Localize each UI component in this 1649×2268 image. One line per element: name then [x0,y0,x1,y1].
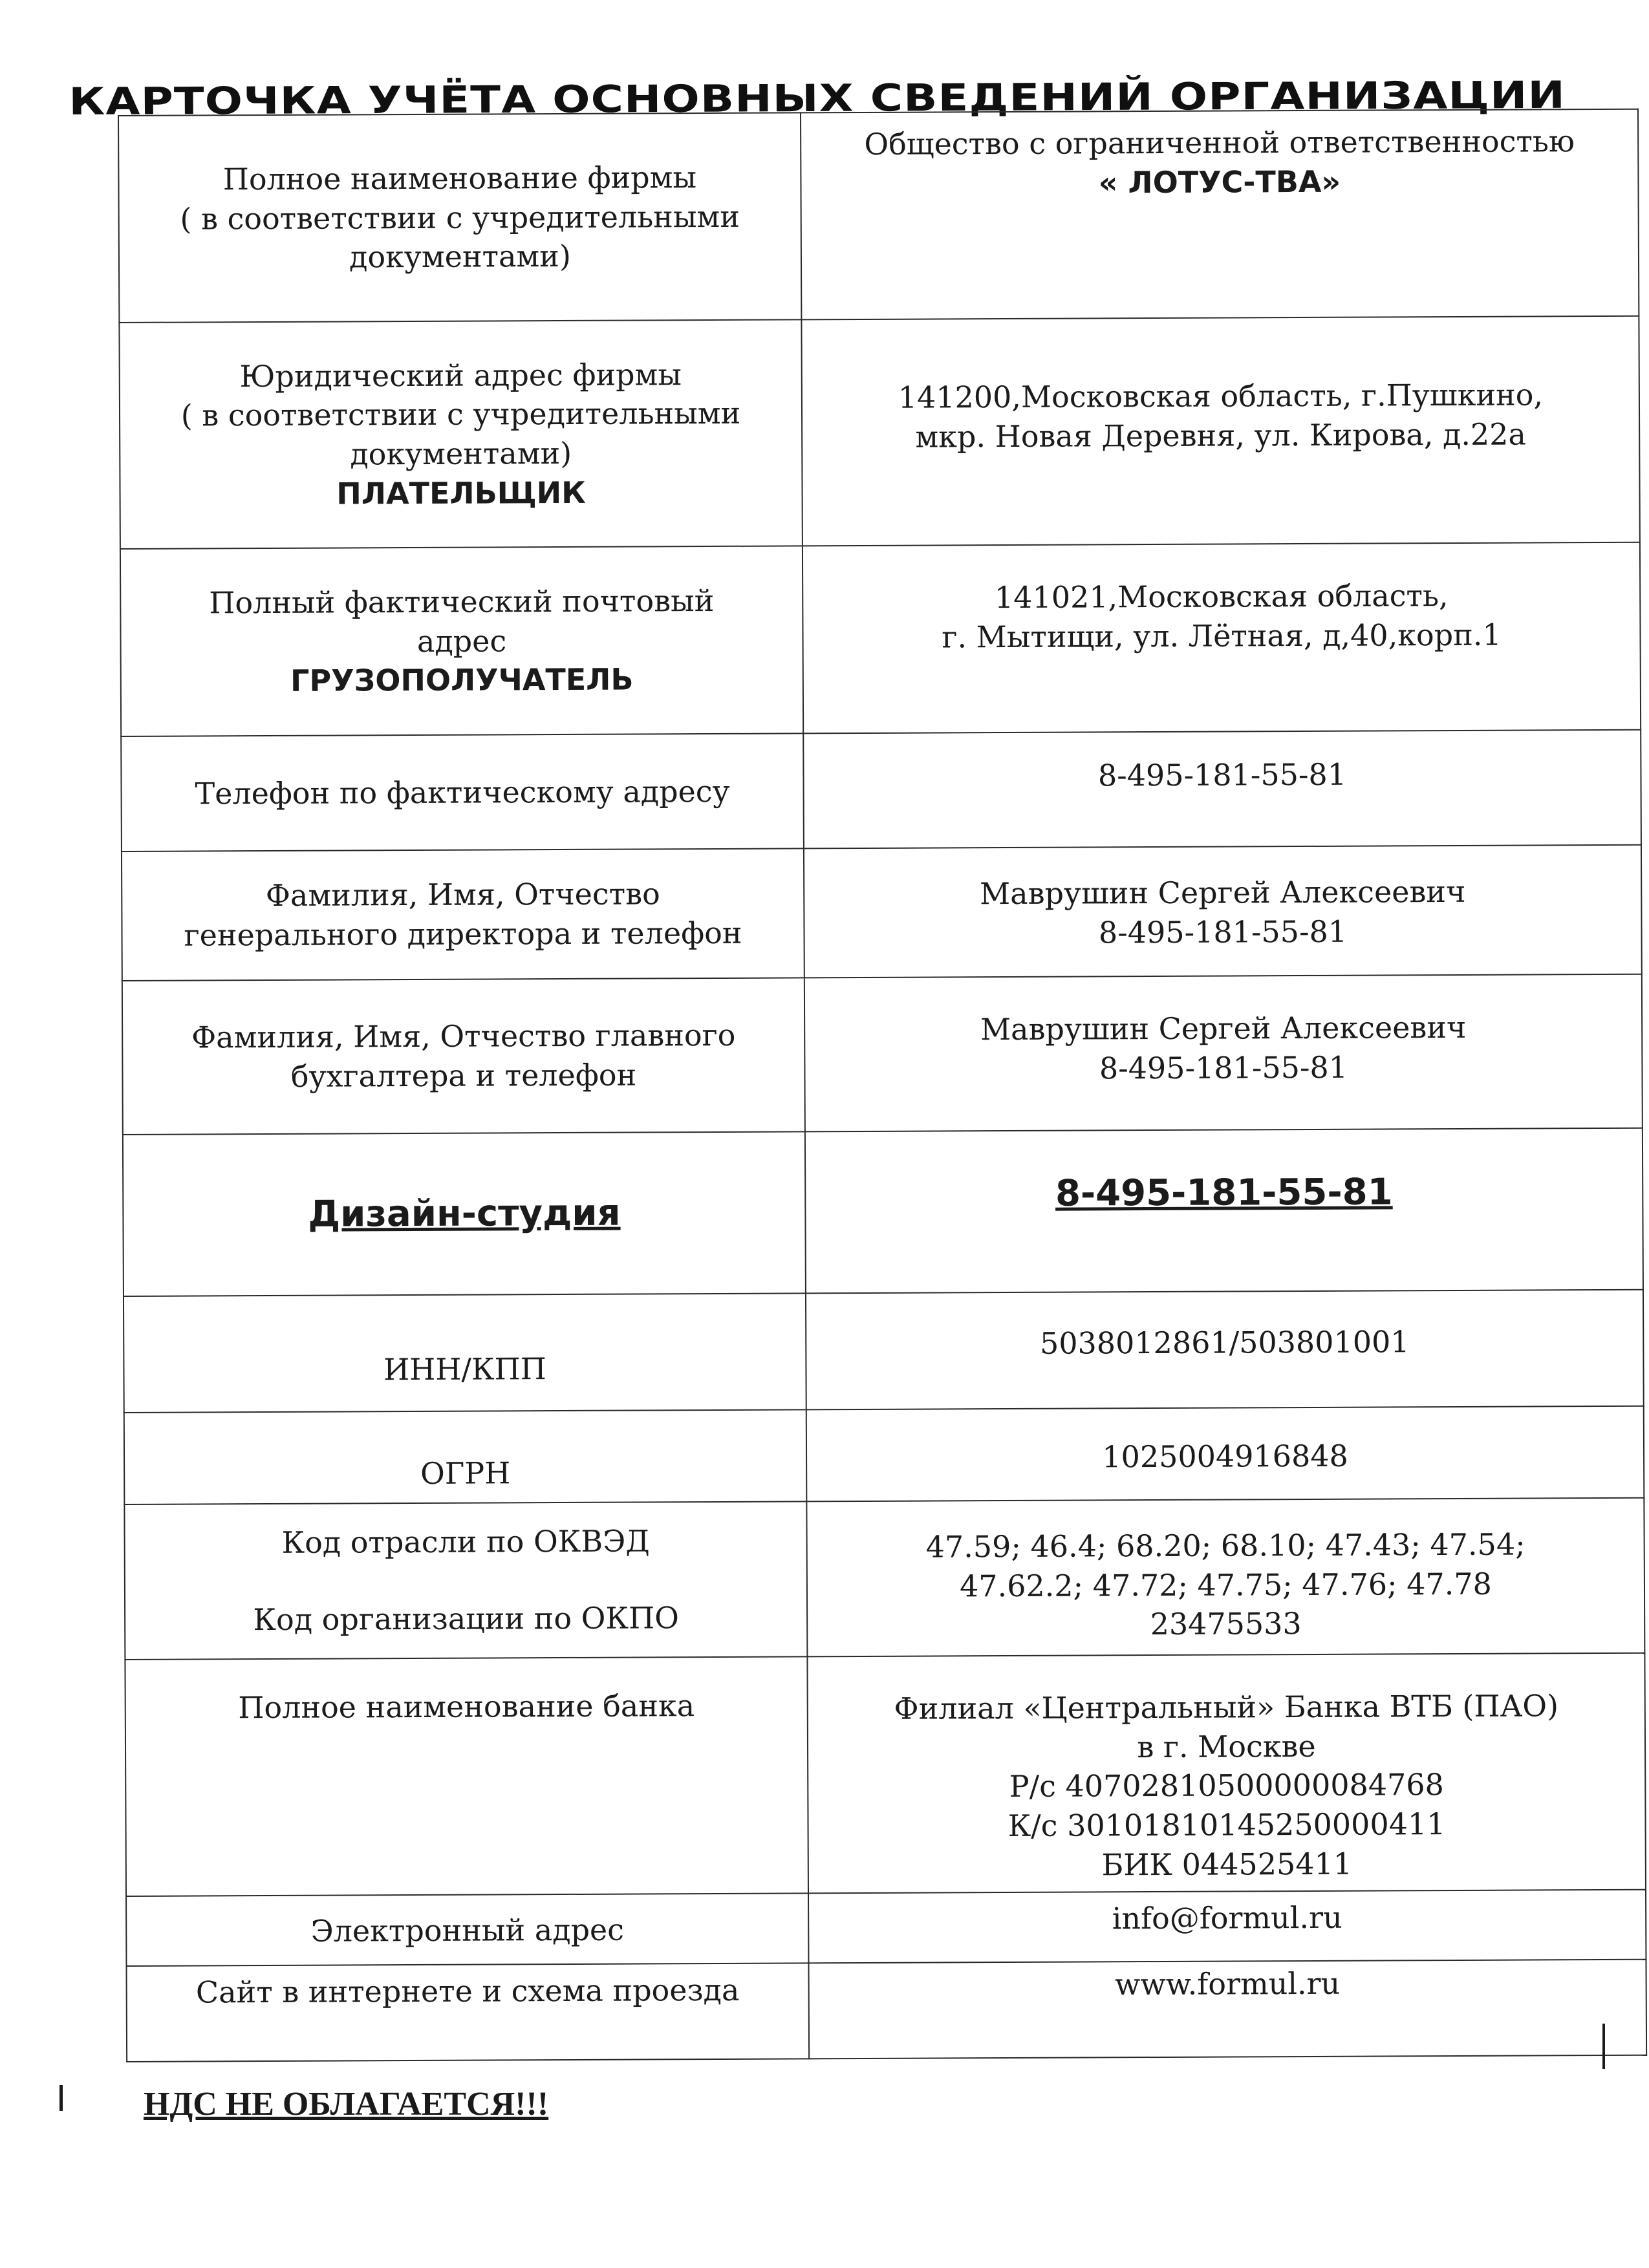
label-line: адрес [416,623,507,659]
table-row [122,845,1642,981]
design-studio-label [123,1131,806,1296]
value-line: 8-495-181-55-81 [1098,914,1348,950]
phone-value: 8-495-181-55-81 [803,730,1641,849]
label-line: Фамилия, Имя, Отчество главного [191,1018,736,1055]
label-line: документами) [349,239,571,275]
table-row [124,1290,1644,1413]
label-line: ( в соответствии с учредительными [180,396,741,433]
design-studio-phone: 8-495-181-55-81 [1055,1171,1393,1215]
full-name-value [801,109,1639,320]
director-label [122,848,804,981]
value-line: 141200,Московская область, г.Пушкино, [898,377,1544,415]
bank-bik: БИК 044525411 [1101,1846,1353,1883]
label-line: Полный фактический почтовый [209,583,715,621]
email-value: info@formul.ru [808,1889,1646,1963]
table-row [123,1128,1643,1296]
bank-line: в г. Москве [1137,1728,1316,1764]
table-row [119,316,1640,549]
ogrn-label: ОГРН [124,1409,807,1504]
inn-kpp-value: 5038012861/503801001 [806,1290,1644,1410]
bank-corr-account: К/с 30101810145250000411 [1008,1806,1446,1844]
label-line: Фамилия, Имя, Отчество [265,876,660,914]
inn-kpp-label: ИНН/КПП [124,1293,806,1413]
table-row [121,730,1641,851]
label-line: Юридический адрес фирмы [239,356,682,394]
codes-value [806,1498,1644,1657]
value-line: Маврушин Сергей Алексеевич [980,1009,1467,1047]
label-line: бухгалтера и телефон [290,1057,637,1094]
website-label: Сайт в интернете и схема проезда [126,1963,809,2062]
value-line: г. Мытищи, ул. Лётная, д,40,корп.1 [942,617,1502,655]
vat-note: НДС НЕ ОБЛАГАЕТСЯ!!! [144,2086,549,2123]
table-row [126,1959,1646,2061]
bank-account: Р/с 40702810500000084768 [1009,1767,1444,1804]
email-label: Электронный адрес [126,1893,808,1966]
table-row [118,109,1639,323]
document-title: КАРТОЧКА УЧЁТА ОСНОВНЫХ СВЕДЕНИЙ ОРГАНИЗАЦИИ [69,72,1566,124]
payer-label: ПЛАТЕЛЬЩИК [336,475,586,511]
company-name: « ЛОТУС-ТВА» [1098,164,1341,200]
label-line: генерального директора и телефон [184,915,742,953]
design-studio-title: Дизайн-студия [308,1192,621,1236]
table-row [124,1498,1644,1660]
okved-label: Код отрасли по ОКВЭД [281,1523,650,1561]
table-row [122,974,1643,1135]
ogrn-value: 1025004916848 [806,1406,1644,1502]
bank-line: Филиал «Центральный» Банка ВТБ (ПАО) [894,1688,1559,1726]
bank-label: Полное наименование банка [125,1656,808,1896]
table-row [125,1653,1646,1896]
table-row [126,1889,1646,1965]
director-value [804,845,1642,978]
label-line: ( в соответствии с учредительными [180,198,740,237]
okpo-label: Код организации по ОКПО [253,1600,679,1638]
postal-address-label [120,546,803,736]
consignee-label: ГРУЗОПОЛУЧАТЕЛЬ [290,661,634,699]
full-name-label [118,112,801,323]
label-line: документами) [350,435,572,472]
accountant-value [804,974,1643,1132]
okved-codes-line: 47.62.2; 47.72; 47.75; 47.76; 47.78 [959,1566,1492,1604]
postal-address-value [803,542,1641,734]
organization-card-table [118,109,1647,2062]
table-row [120,542,1641,736]
legal-address-label [119,319,803,549]
value-line: Маврушин Сергей Алексеевич [979,873,1466,912]
legal-address-value [801,316,1640,546]
scan-mark [59,2085,63,2111]
codes-label [124,1501,807,1660]
design-studio-value [805,1128,1643,1294]
value-line: мкр. Новая Деревня, ул. Кирова, д.22а [915,416,1527,455]
phone-label: Телефон по фактическому адресу [121,733,804,851]
table-row [124,1406,1644,1504]
bank-value [807,1653,1646,1893]
okpo-code: 23475533 [1150,1606,1302,1642]
spacer [141,1560,791,1600]
value-line: 8-495-181-55-81 [1099,1049,1348,1086]
website-value: www.formul.ru [808,1959,1646,2059]
scan-mark [1602,2024,1605,2069]
accountant-label [122,978,805,1135]
label-line: Полное наименование фирмы [222,160,697,197]
value-line: 141021,Московская область, [994,578,1449,615]
okved-codes-line: 47.59; 46.4; 68.20; 68.10; 47.43; 47.54; [925,1526,1525,1565]
value-line: Общество с ограниченной ответственностью [864,123,1575,162]
